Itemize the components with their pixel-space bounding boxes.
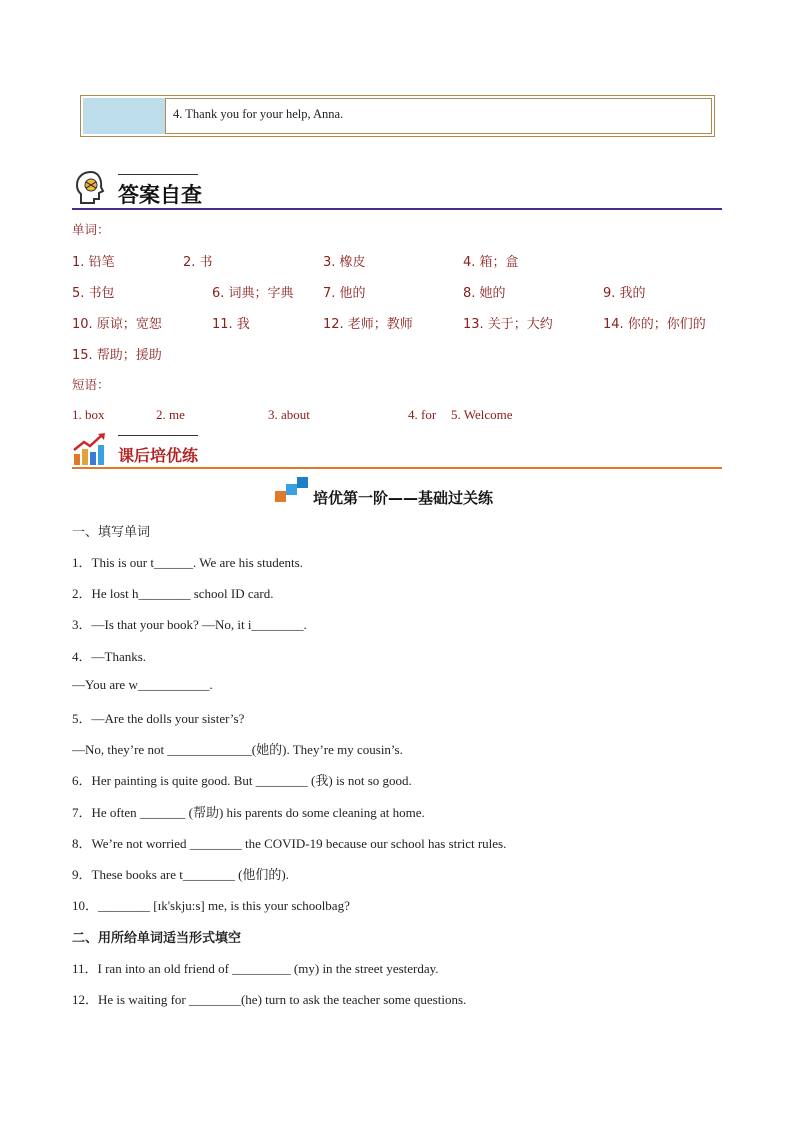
answers-title: 答案自查 — [118, 183, 202, 207]
phrase-answer: 3. about — [268, 407, 310, 422]
question-item: 2．He lost h________ school ID card. — [72, 586, 274, 601]
question-item: 8．We’re not worried ________ the COVID-19 because our school has strict rules. — [72, 836, 507, 851]
growth-chart-icon — [72, 432, 108, 466]
table-row-text: 4. Thank you for your help, Anna. — [173, 107, 344, 121]
question-item: 11．I ran into an old friend of _________ (my) in the street yesterday. — [72, 961, 439, 976]
phrase-answer: 1. box — [72, 407, 105, 422]
question-item: 5．—Are the dolls your sister’s? — [72, 711, 245, 726]
question-item: 10．________ [ɪk'skju:s] me, is this your schoolbag? — [72, 898, 350, 913]
words-label: 单词： — [72, 222, 110, 237]
question-item: 4．—Thanks. — [72, 649, 147, 664]
question-item: 1．This is our t______. We are his students. — [72, 555, 303, 570]
word-answer: 7. 他的 — [323, 286, 366, 301]
word-answer: 9. 我的 — [603, 286, 646, 301]
word-answer: 6. 词典；字典 — [212, 286, 294, 301]
question-item: 12．He is waiting for ________(he) turn to ask the teacher some questions. — [72, 992, 467, 1007]
word-answer: 3. 橡皮 — [323, 255, 366, 270]
question-item: 7．He often _______ (帮助) his parents do some cleaning at home. — [72, 805, 425, 820]
word-answer: 2. 书 — [183, 255, 213, 270]
word-answer: 4. 箱；盒 — [463, 255, 519, 270]
phrase-answer: 4. for — [408, 407, 437, 422]
stairs-icon — [275, 477, 309, 503]
table-shaded-cell — [83, 98, 166, 134]
head-lightbulb-icon — [74, 170, 108, 206]
phrase-answer: 5. Welcome — [451, 407, 513, 422]
answer-table — [80, 95, 715, 137]
word-answer: 5. 书包 — [72, 286, 115, 301]
practice-accent-line — [118, 435, 198, 436]
word-answer: 11. 我 — [212, 317, 250, 332]
phrase-answer: 2. me — [156, 407, 185, 422]
word-answer: 12. 老师；教师 — [323, 317, 413, 332]
word-answer: 14. 你的；你们的 — [603, 317, 706, 332]
word-answer: 1. 铅笔 — [72, 255, 115, 270]
question-item: —No, they’re not _____________(她的). They’re my cousin’s. — [72, 742, 403, 757]
question-item: 3．—Is that your book? —No, it i________. — [72, 617, 307, 632]
stage-title: 培优第一阶——基础过关练 — [313, 489, 494, 507]
header-accent-line — [118, 174, 198, 175]
question-item: —You are w___________. — [72, 677, 213, 692]
practice-divider — [72, 467, 722, 469]
phrases-label: 短语： — [72, 377, 110, 392]
answers-divider — [72, 208, 722, 210]
word-answer: 8. 她的 — [463, 286, 506, 301]
question-item: 9．These books are t________ (他们的). — [72, 867, 289, 882]
practice-title: 课后培优练 — [118, 446, 199, 465]
word-answer: 13. 关于；大约 — [463, 317, 553, 332]
word-answer: 10. 原谅；宽恕 — [72, 317, 162, 332]
question-item: 6．Her painting is quite good. But ________ (我) is not so good. — [72, 773, 412, 788]
part1-title: 一、填写单词 — [72, 525, 151, 540]
part2-title: 二、用所给单词适当形式填空 — [72, 931, 242, 946]
word-answer: 15. 帮助；援助 — [72, 348, 162, 363]
